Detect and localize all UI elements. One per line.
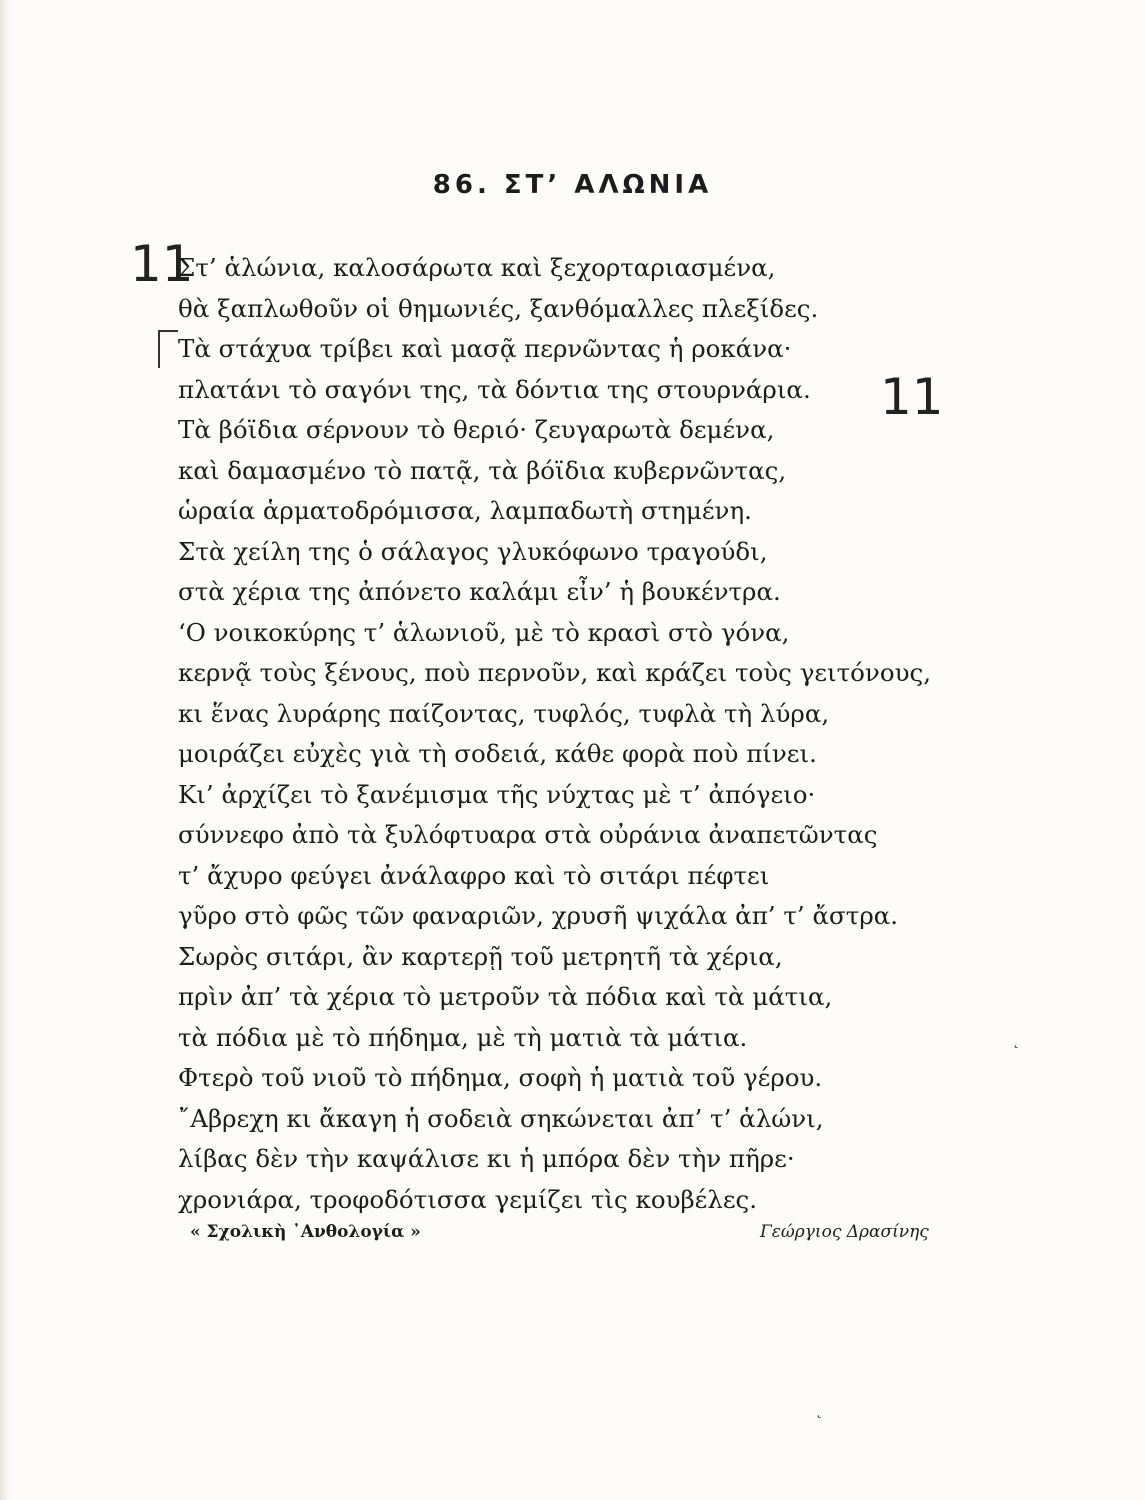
poem-line: πλατάνι τὸ σαγόνι της, τὰ δόντια της στουρνάρια. [178, 374, 811, 404]
poem-line: τ’ ἄχυρο φεύγει ἀνάλαφρο καὶ τὸ σιτάρι πέφτει [178, 860, 770, 890]
handwritten-bracket [158, 330, 178, 368]
handwritten-mark-start: 11 [130, 235, 194, 293]
poem-line: Κι’ ἀρχίζει τὸ ξανέμισμα τῆς νύχτας μὲ τ’ ἀπόγειο· [178, 779, 816, 809]
poem-line: Τὰ στάχυα τρίβει καὶ μασᾷ περνῶντας ἡ ροκάνα· [178, 334, 792, 363]
poem-line: κι ἕνας λυράρης παίζοντας, τυφλός, τυφλὰ τὴ λύρα, [178, 698, 830, 728]
poem-line: τὰ πόδια μὲ τὸ πήδημα, μὲ τὴ ματιὰ τὰ μάτια. [178, 1022, 748, 1052]
ink-speck: ˛ [1012, 1030, 1020, 1049]
poem-line: σύννεφο ἀπὸ τὰ ξυλόφτυαρα στὰ οὐράνια ἀναπετῶντας [178, 820, 878, 849]
poem-title: 86. ΣΤ’ ΑΛΩΝΙΑ [432, 170, 713, 200]
poem-line: μοιράζει εὐχὲς γιὰ τὴ σοδειά, κάθε φορὰ ποὺ πίνει. [178, 739, 817, 768]
poem-line: ῎Αβρεχη κι ἄκαγη ἡ σοδειὰ σηκώνεται ἀπ’ τ’ ἁλώνι, [178, 1103, 824, 1133]
poem-line: ὡραία ἁρματοδρόμισσα, λαμπαδωτὴ στημένη. [178, 496, 752, 525]
anthology-source: « Σχολικὴ ᾿Ανθολογία » [190, 1222, 421, 1242]
poem-author: Γεώργιος Δρασίνης [760, 1222, 929, 1242]
poem-body [178, 248, 1078, 1220]
poem-line: γῦρο στὸ φῶς τῶν φαναριῶν, χρυσῆ ψιχάλα ἀπ’ τ’ ἄστρα. [178, 901, 899, 930]
poem-line: Σωρὸς σιτάρι, ἂν καρτερῇ τοῦ μετρητῆ τὰ χέρια, [178, 941, 783, 971]
poem-line: Στ’ ἁλώνια, καλοσάρωτα καὶ ξεχορταριασμένα, [178, 253, 776, 282]
poem-line: Τὰ βόϊδια σέρνουν τὸ θεριό· ζευγαρωτὰ δεμένα, [178, 415, 775, 444]
poem-line: χρονιάρα, τροφοδότισσα γεμίζει τὶς κουβέλες. [178, 1184, 758, 1214]
poem-line: λίβας δὲν τὴν καψάλισε κι ἡ μπόρα δὲν τὴν πῆρε· [178, 1144, 795, 1173]
poem-line: θὰ ξαπλωθοῦν οἱ θημωνιές, ξανθόμαλλες πλεξίδες. [178, 293, 819, 323]
poem-line: πρὶν ἀπ’ τὰ χέρια τὸ μετροῦν τὰ πόδια καὶ τὰ μάτια, [178, 982, 833, 1011]
poem-line: ‘Ο νοικοκύρης τ’ ἁλωνιοῦ, μὲ τὸ κρασὶ στὸ γόνα, [178, 617, 790, 647]
ink-speck: ˛ [815, 1400, 823, 1419]
poem-line: στὰ χέρια της ἀπόνετο καλάμι εἶν’ ἡ βουκέντρα. [178, 577, 781, 606]
poem-line: Στὰ χείλη της ὁ σάλαγος γλυκόφωνο τραγούδι, [178, 536, 768, 566]
handwritten-mark-end: 11 [880, 368, 944, 426]
poem-line: Φτερὸ τοῦ νιοῦ τὸ πήδημα, σοφὴ ἡ ματιὰ τοῦ γέρου. [178, 1063, 823, 1092]
page-binding-shadow [0, 0, 10, 1500]
poem-line: κερνᾷ τοὺς ξένους, ποὺ περνοῦν, καὶ κράζει τοὺς γειτόνους, [178, 658, 931, 687]
poem-line: καὶ δαμασμένο τὸ πατᾷ, τὰ βόϊδια κυβερνῶντας, [178, 455, 787, 485]
